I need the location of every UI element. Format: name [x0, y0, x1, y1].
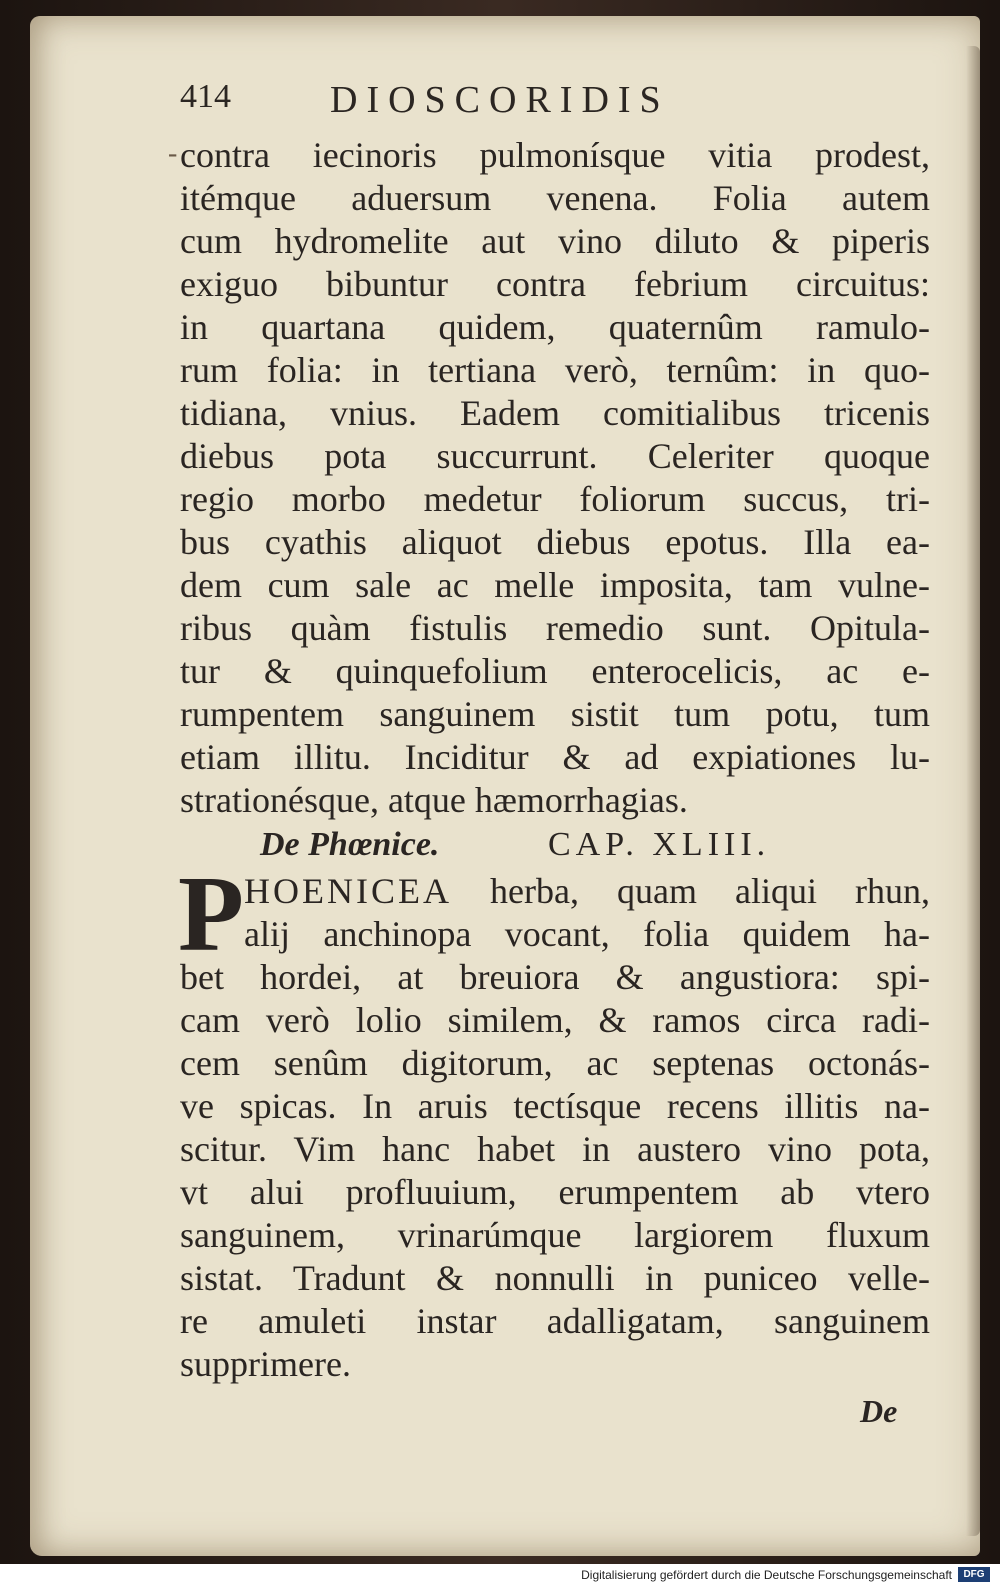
page-edge-shadow [966, 46, 980, 1536]
text-line: sanguinem, vrinarúmque largiorem fluxum [180, 1215, 930, 1255]
margin-mark: - [168, 138, 178, 169]
text-line: ribus quàm fistulis remedio sunt. Opitula- [180, 608, 930, 648]
text-line: bus cyathis aliquot diebus epotus. Illa ea- [180, 522, 930, 562]
drop-cap: P [178, 855, 244, 974]
text-line: itémque aduersum venena. Folia autem [180, 178, 930, 218]
chapter-title: De Phœnice. [260, 826, 440, 863]
text-line: contra iecinoris pulmonísque vitia prodest, [180, 135, 930, 175]
text-line: in quartana quidem, quaternûm ramulo- [180, 307, 930, 347]
text-line: exiguo bibuntur contra febrium circuitus: [180, 264, 930, 304]
text-line: diebus pota succurrunt. Celeriter quoque [180, 436, 930, 476]
chapter-number: CAP. XLIII. [548, 826, 771, 863]
page-number: 414 [180, 78, 231, 115]
text-line: vt alui profluuium, erumpentem ab vtero [180, 1172, 930, 1212]
text-line: ve spicas. In aruis tectísque recens illitis na- [180, 1086, 930, 1126]
dfg-logo: DFG [958, 1567, 990, 1582]
text-line: bet hordei, at breuiora & angustiora: spi- [180, 957, 930, 997]
text-line: re amuleti instar adalligatam, sanguinem [180, 1301, 930, 1341]
page-header [180, 78, 780, 128]
paragraph-1 [180, 134, 930, 822]
running-head: DIOSCORIDIS [330, 79, 670, 121]
text-line: alij anchinopa vocant, folia quidem ha- [244, 914, 930, 954]
text-line [180, 870, 930, 913]
text-line: rum folia: in tertiana verò, ternûm: in quo- [180, 350, 930, 390]
text-line: tidiana, vnius. Eadem comitialibus tricenis [180, 393, 930, 433]
digitization-footer [0, 1564, 1000, 1587]
chapter-heading [180, 822, 930, 870]
text-line: regio morbo medetur foliorum succus, tri- [180, 479, 930, 519]
main-text [180, 134, 930, 1386]
text-line: rumpentem sanguinem sistit tum potu, tum [180, 694, 930, 734]
text-line: cam verò lolio similem, & ramos circa radi- [180, 1000, 930, 1040]
small-caps-word: HOENICEA [244, 871, 452, 911]
text-line: sistat. Tradunt & nonnulli in puniceo velle- [180, 1258, 930, 1298]
catchword: De [860, 1393, 898, 1429]
text-line-rest: herba, quam aliqui rhun, [490, 871, 930, 911]
text-line: cem senûm digitorum, ac septenas octonás- [180, 1043, 930, 1083]
text-line: tur & quinquefolium enterocelicis, ac e- [180, 651, 930, 691]
text-line: scitur. Vim hanc habet in austero vino pota, [180, 1129, 930, 1169]
text-line: strationésque, atque hæmorrhagias. [180, 780, 688, 820]
text-line: dem cum sale ac melle imposita, tam vulne- [180, 565, 930, 605]
paragraph-2 [178, 855, 930, 1386]
text-line: supprimere. [180, 1344, 351, 1384]
text-line: etiam illitu. Inciditur & ad expiationes lu- [180, 737, 930, 777]
text-line: cum hydromelite aut vino diluto & piperis [180, 221, 930, 261]
funding-note: Digitalisierung gefördert durch die Deutsche Forschungsgemeinschaft [581, 1568, 952, 1582]
